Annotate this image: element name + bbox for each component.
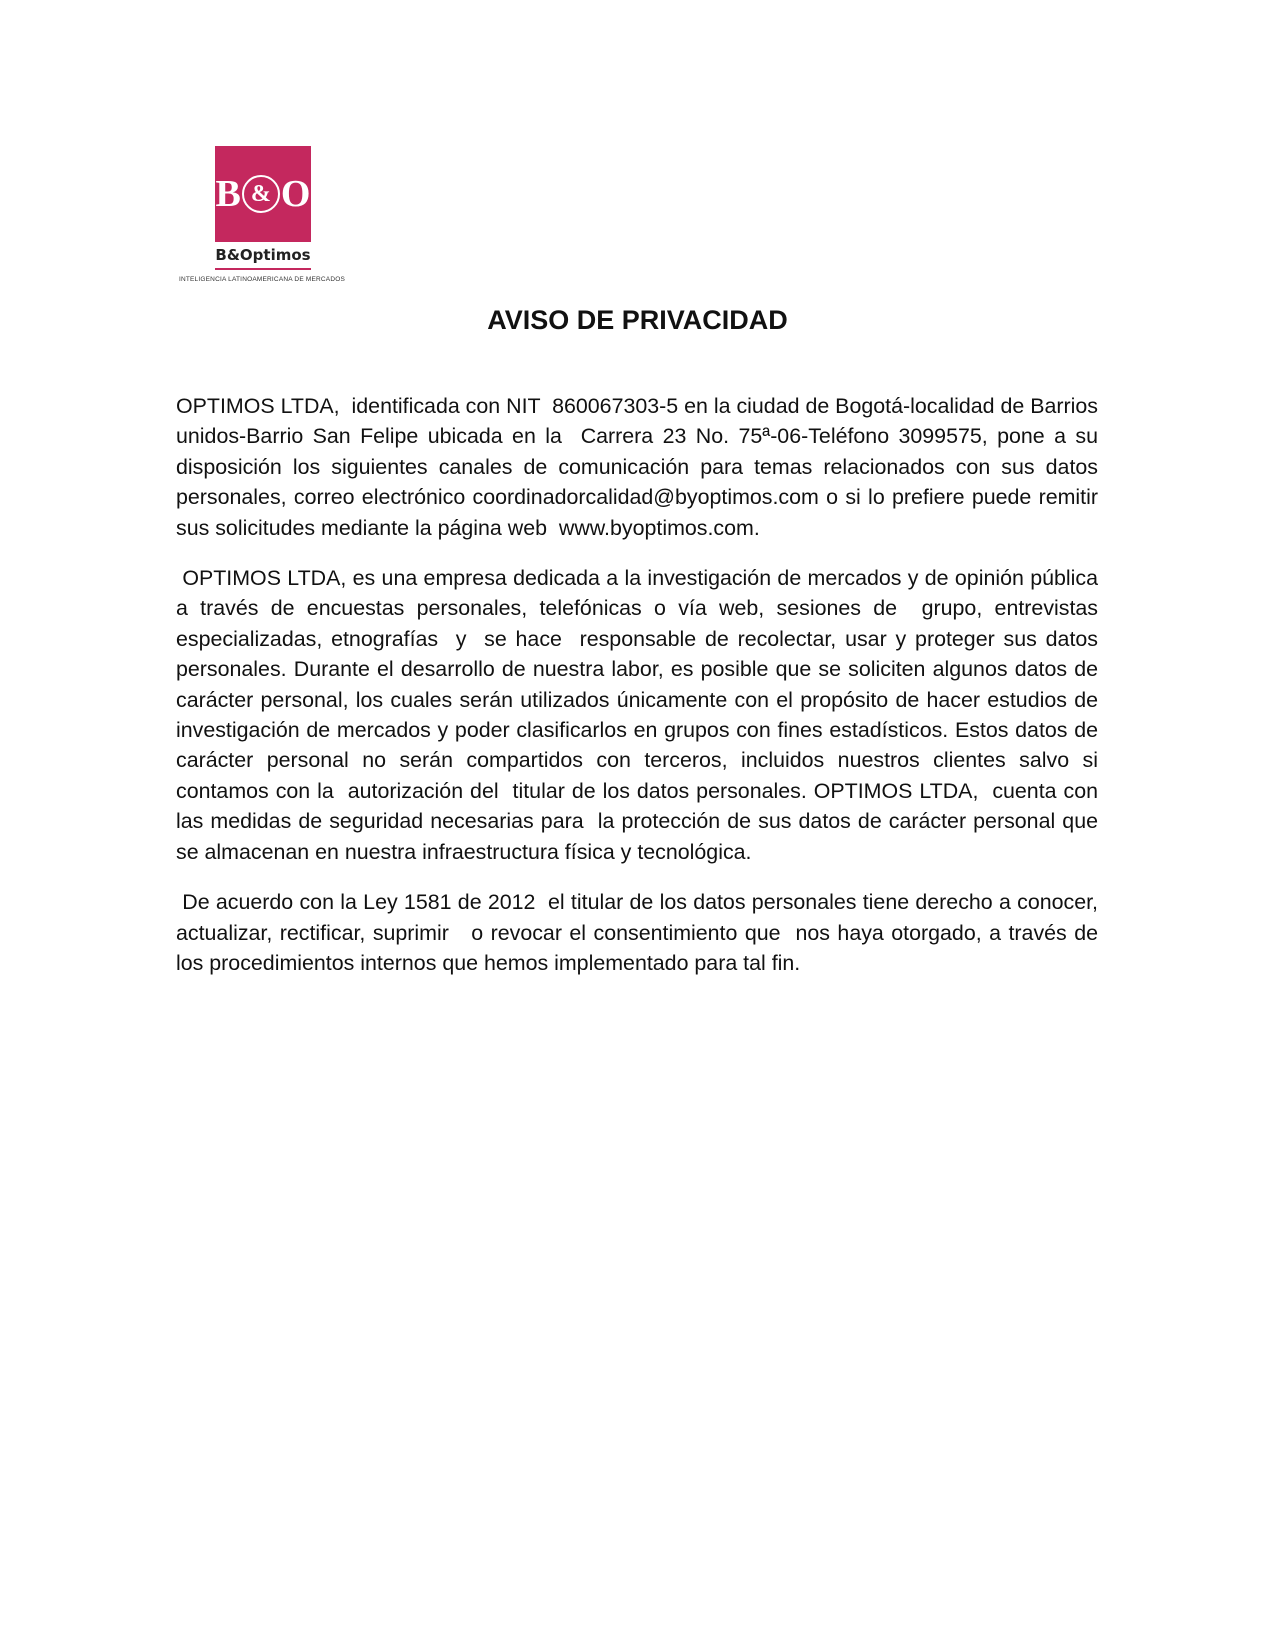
logo-tagline: INTELIGENCIA LATINOAMERICANA DE MERCADOS: [178, 276, 346, 283]
logo-mark-box: [215, 146, 311, 242]
document-body: [176, 391, 1104, 998]
logo-mark-right: O: [280, 173, 311, 215]
logo-ampersand-icon: &: [242, 175, 280, 213]
paragraph-company-purpose: OPTIMOS LTDA, es una empresa dedicada a la investigación de mercados y de opinión pública a través de encuestas personales, telefónicas o vía web, sesiones de grupo, entrevistas especializadas, etnografías y se hace responsable de recolectar, usar y proteger sus datos personales. Durante el desarrollo de nuestra labor, es posible que se soliciten algunos datos de carácter personal, los cuales serán utilizados únicamente con el propósito de hacer estudios de investigación de mercados y poder clasificarlos en grupos con fines estadísticos. Estos datos de carácter personal no serán compartidos con terceros, incluidos nuestros clientes salvo si contamos con la autorización del titular de los datos personales. OPTIMOS LTDA, cuenta con las medidas de seguridad necesarias para la protección de sus datos de carácter personal que se almacenan en nuestra infraestructura física y tecnológica.: [176, 566, 1104, 864]
logo-name: B&Optimos: [215, 246, 311, 264]
paragraph-contact: OPTIMOS LTDA, identificada con NIT 860067303-5 en la ciudad de Bogotá-localidad de Barrios unidos-Barrio San Felipe ubicada en la Carrera 23 No. 75ª-06-Teléfono 3099575, pone a su disposición los siguientes canales de comunicación para temas relacionados con sus datos personales, correo electrónico coordinadorcalidad@byoptimos.com o si lo prefiere puede remitir sus solicitudes mediante la página web www.byoptimos.com.: [176, 394, 1104, 540]
logo-divider: [215, 268, 311, 270]
company-logo: [174, 146, 350, 288]
document-title: AVISO DE PRIVACIDAD: [487, 305, 788, 335]
logo-mark-left: B: [215, 173, 241, 215]
paragraph-rights: De acuerdo con la Ley 1581 de 2012 el titular de los datos personales tiene derecho a conocer, actualizar, rectificar, suprimir o revocar el consentimiento que nos haya otorgado, a través de los procedimientos internos que hemos implementado para tal fin.: [176, 890, 1104, 975]
logo-mark: [216, 172, 311, 216]
